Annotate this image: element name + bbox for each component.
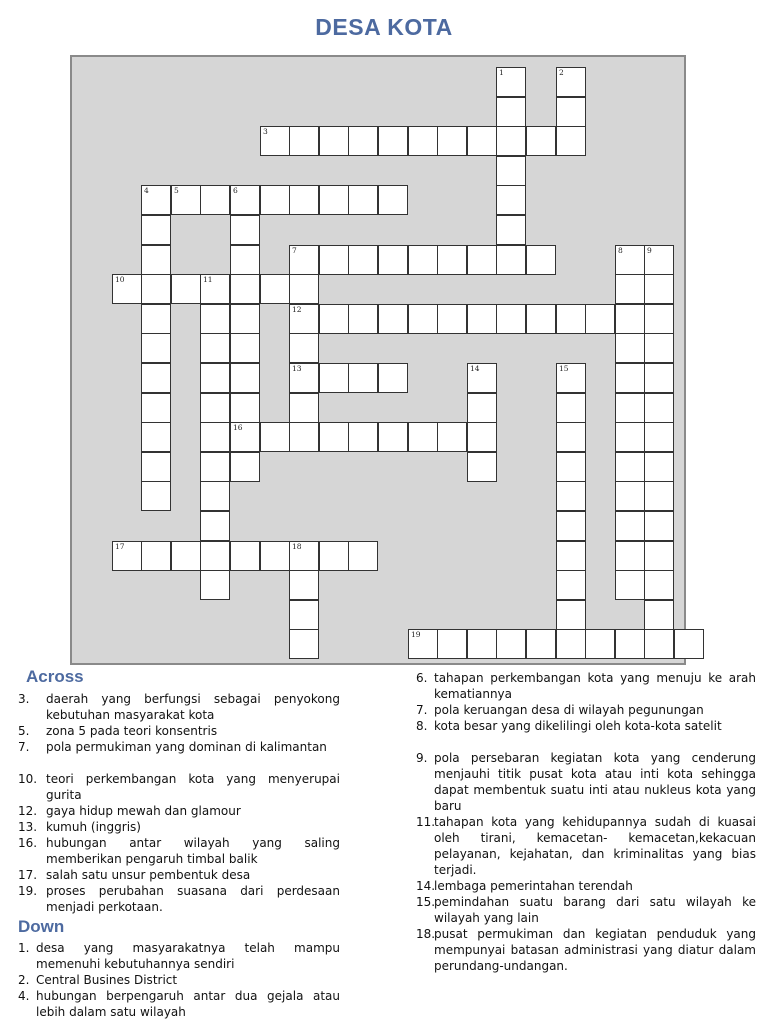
- grid-cell[interactable]: [289, 274, 319, 304]
- grid-cell[interactable]: [112, 541, 142, 571]
- clue-item-number: 1.: [18, 941, 30, 955]
- grid-cell[interactable]: [467, 422, 497, 452]
- clue-item: [18, 723, 340, 739]
- grid-cell[interactable]: [260, 126, 290, 156]
- grid-cell[interactable]: [200, 363, 230, 393]
- grid-cell[interactable]: [200, 452, 230, 482]
- grid-cell[interactable]: [556, 393, 586, 423]
- grid-cell[interactable]: [644, 629, 674, 659]
- grid-cell[interactable]: [467, 393, 497, 423]
- grid-cell[interactable]: [230, 185, 260, 215]
- grid-cell[interactable]: [230, 215, 260, 245]
- clue-item-text: tahapan perkembangan kota yang menuju ke arah kematiannya: [434, 671, 756, 701]
- clue-item-number: 7.: [416, 703, 428, 717]
- clue-item-number: 2.: [18, 973, 30, 987]
- grid-cell[interactable]: [260, 274, 290, 304]
- grid-cell[interactable]: [260, 541, 290, 571]
- grid-cell[interactable]: [615, 629, 645, 659]
- grid-cell[interactable]: [644, 393, 674, 423]
- grid-cell[interactable]: [437, 422, 467, 452]
- clue-item-number: 14.: [416, 879, 436, 893]
- grid-cell[interactable]: [230, 333, 260, 363]
- grid-cell[interactable]: [644, 541, 674, 571]
- grid-cell[interactable]: [141, 481, 171, 511]
- grid-cell[interactable]: [644, 452, 674, 482]
- clue-item-number: 15.: [416, 895, 436, 909]
- grid-cell[interactable]: [289, 422, 319, 452]
- grid-cell[interactable]: [467, 245, 497, 275]
- clue-item: [18, 835, 340, 867]
- grid-cell[interactable]: [496, 156, 526, 186]
- grid-cell[interactable]: [289, 304, 319, 334]
- grid-cell[interactable]: [556, 629, 586, 659]
- clue-item-text: tahapan kota yang kehidupannya sudah di kuasai oleh tirani, kemacetan- kemacetan,kekacuan pelayanan, kejahatan, dan kriminalitas yang bias terjadi.: [434, 815, 756, 877]
- grid-cell[interactable]: [644, 570, 674, 600]
- grid-cell[interactable]: [141, 422, 171, 452]
- grid-cell[interactable]: [615, 274, 645, 304]
- grid-cell[interactable]: [378, 422, 408, 452]
- clue-item-text: daerah yang berfungsi sebagai penyokong kebutuhan masyarakat kota: [46, 692, 340, 722]
- grid-cell[interactable]: [556, 541, 586, 571]
- grid-cell[interactable]: [644, 600, 674, 630]
- clue-item: [416, 750, 756, 814]
- clue-item: [18, 819, 340, 835]
- grid-cell[interactable]: [674, 629, 704, 659]
- grid-cell[interactable]: [408, 126, 438, 156]
- grid-cell[interactable]: [200, 541, 230, 571]
- grid-cell[interactable]: [526, 304, 556, 334]
- clue-item: [18, 940, 340, 972]
- grid-cell[interactable]: [556, 422, 586, 452]
- down-heading: Down: [18, 917, 65, 936]
- grid-cell[interactable]: [496, 126, 526, 156]
- clue-item-text: gaya hidup mewah dan glamour: [46, 804, 241, 818]
- clue-item: [18, 691, 340, 723]
- grid-cell[interactable]: [644, 422, 674, 452]
- clue-number: 3: [263, 127, 268, 136]
- grid-cell[interactable]: [467, 629, 497, 659]
- grid-cell[interactable]: [496, 67, 526, 97]
- clue-item-text: pola persebaran kegiatan kota yang cenderung menjauhi titik pusat kota atau inti kota sehingga dapat membentuk suatu inti atau nukleus kota yang baru: [434, 751, 756, 813]
- clue-number: 15: [559, 364, 569, 373]
- clue-number: 14: [470, 364, 480, 373]
- clue-item: [416, 670, 756, 702]
- clue-number: 19: [411, 630, 421, 639]
- grid-cell[interactable]: [526, 126, 556, 156]
- clue-number: 4: [144, 186, 149, 195]
- clue-number: 16: [233, 423, 243, 432]
- clue-item-text: pola keruangan desa di wilayah pegunungan: [434, 703, 704, 717]
- clue-item-number: 19.: [18, 884, 38, 898]
- grid-cell[interactable]: [260, 185, 290, 215]
- grid-cell[interactable]: [556, 363, 586, 393]
- grid-cell[interactable]: [644, 511, 674, 541]
- grid-cell[interactable]: [141, 245, 171, 275]
- clue-number: 2: [559, 68, 564, 77]
- clue-item-text: salah satu unsur pembentuk desa: [46, 868, 251, 882]
- grid-cell[interactable]: [200, 185, 230, 215]
- clue-item-text: kota besar yang dikelilingi oleh kota-kota satelit: [434, 719, 722, 733]
- grid-cell[interactable]: [378, 363, 408, 393]
- clue-item-text: teori perkembangan kota yang menyerupai gurita: [46, 772, 340, 802]
- clue-item-text: Central Busines District: [36, 973, 178, 987]
- grid-cell[interactable]: [319, 541, 349, 571]
- grid-cell[interactable]: [348, 304, 378, 334]
- grid-cell[interactable]: [496, 215, 526, 245]
- grid-cell[interactable]: [556, 511, 586, 541]
- grid-cell[interactable]: [378, 185, 408, 215]
- clue-item-text: zona 5 pada teori konsentris: [46, 724, 218, 738]
- clue-number: 9: [647, 246, 652, 255]
- grid-cell[interactable]: [230, 541, 260, 571]
- clue-item: [416, 878, 756, 894]
- clue-item: [416, 894, 756, 926]
- grid-cell[interactable]: [615, 511, 645, 541]
- grid-cell[interactable]: [319, 304, 349, 334]
- clue-item-number: 11.: [416, 815, 436, 829]
- grid-cell[interactable]: [141, 304, 171, 334]
- clue-item-number: 16.: [18, 836, 38, 850]
- grid-cell[interactable]: [141, 185, 171, 215]
- clue-item: [416, 702, 756, 718]
- grid-cell[interactable]: [437, 126, 467, 156]
- grid-cell[interactable]: [200, 511, 230, 541]
- grid-cell[interactable]: [408, 304, 438, 334]
- grid-cell[interactable]: [556, 570, 586, 600]
- grid-cell[interactable]: [348, 185, 378, 215]
- grid-cell[interactable]: [319, 363, 349, 393]
- grid-cell[interactable]: [230, 422, 260, 452]
- grid-cell[interactable]: [644, 304, 674, 334]
- grid-cell[interactable]: [289, 333, 319, 363]
- grid-cell[interactable]: [496, 245, 526, 275]
- clue-item-text: proses perubahan suasana dari perdesaan menjadi perkotaan.: [46, 884, 340, 914]
- grid-cell[interactable]: [467, 452, 497, 482]
- grid-cell[interactable]: [289, 185, 319, 215]
- grid-cell[interactable]: [467, 126, 497, 156]
- grid-cell[interactable]: [496, 304, 526, 334]
- grid-cell[interactable]: [644, 333, 674, 363]
- grid-cell[interactable]: [615, 481, 645, 511]
- grid-cell[interactable]: [348, 363, 378, 393]
- grid-cell[interactable]: [615, 363, 645, 393]
- clue-item-text: desa yang masyarakatnya telah mampu memenuhi kebutuhannya sendiri: [36, 941, 340, 971]
- clue-item-text: pola permukiman yang dominan di kalimantan: [46, 740, 327, 754]
- clue-item: [18, 988, 340, 1020]
- grid-cell[interactable]: [171, 541, 201, 571]
- clue-item-text: pusat permukiman dan kegiatan penduduk yang mempunyai batasan administrasi yang diatur dalam perundang-undangan.: [434, 927, 756, 973]
- grid-cell[interactable]: [526, 245, 556, 275]
- grid-cell[interactable]: [348, 126, 378, 156]
- clue-number: 7: [292, 246, 297, 255]
- clue-number: 18: [292, 542, 302, 551]
- clue-item: [416, 926, 756, 974]
- grid-cell[interactable]: [556, 67, 586, 97]
- grid-cell[interactable]: [378, 126, 408, 156]
- grid-cell[interactable]: [112, 274, 142, 304]
- grid-cell[interactable]: [437, 304, 467, 334]
- grid-cell[interactable]: [585, 629, 615, 659]
- clue-number: 17: [115, 542, 125, 551]
- grid-cell[interactable]: [348, 541, 378, 571]
- grid-cell[interactable]: [644, 245, 674, 275]
- grid-cell[interactable]: [615, 570, 645, 600]
- grid-cell[interactable]: [319, 185, 349, 215]
- clue-number: 1: [499, 68, 504, 77]
- grid-cell[interactable]: [408, 629, 438, 659]
- grid-cell[interactable]: [556, 126, 586, 156]
- grid-cell[interactable]: [289, 245, 319, 275]
- grid-cell[interactable]: [408, 245, 438, 275]
- grid-cell[interactable]: [200, 333, 230, 363]
- clue-item-number: 10.: [18, 772, 38, 786]
- grid-cell[interactable]: [615, 422, 645, 452]
- clue-item-number: 5.: [18, 724, 30, 738]
- across-heading: Across: [26, 667, 84, 686]
- clue-item-text: pemindahan suatu barang dari satu wilayah ke wilayah yang lain: [434, 895, 756, 925]
- grid-cell[interactable]: [378, 245, 408, 275]
- grid-cell[interactable]: [585, 304, 615, 334]
- grid-cell[interactable]: [615, 304, 645, 334]
- grid-cell[interactable]: [348, 422, 378, 452]
- clue-item: [18, 972, 340, 988]
- clue-number: 6: [233, 186, 238, 195]
- grid-cell[interactable]: [230, 304, 260, 334]
- grid-cell[interactable]: [289, 629, 319, 659]
- grid-cell[interactable]: [615, 333, 645, 363]
- clue-item-number: 8.: [416, 719, 428, 733]
- clue-item-number: 9.: [416, 751, 428, 765]
- grid-cell[interactable]: [644, 481, 674, 511]
- grid-cell[interactable]: [348, 245, 378, 275]
- clue-number: 5: [174, 186, 179, 195]
- grid-cell[interactable]: [289, 570, 319, 600]
- clue-number: 8: [618, 246, 623, 255]
- grid-cell[interactable]: [319, 422, 349, 452]
- clue-number: 10: [115, 275, 125, 284]
- clue-item: [416, 718, 756, 734]
- grid-cell[interactable]: [171, 274, 201, 304]
- clue-number: 11: [203, 275, 213, 284]
- grid-cell[interactable]: [556, 481, 586, 511]
- clue-item: [18, 739, 340, 755]
- grid-cell[interactable]: [230, 393, 260, 423]
- grid-cell[interactable]: [200, 422, 230, 452]
- clue-item-number: 6.: [416, 671, 428, 685]
- clue-item-number: 4.: [18, 989, 30, 1003]
- grid-cell[interactable]: [260, 422, 290, 452]
- grid-cell[interactable]: [496, 97, 526, 127]
- clue-item-text: kumuh (inggris): [46, 820, 141, 834]
- grid-cell[interactable]: [496, 629, 526, 659]
- grid-cell[interactable]: [437, 629, 467, 659]
- grid-cell[interactable]: [141, 215, 171, 245]
- page-title: DESA KOTA: [315, 14, 453, 40]
- clue-item: [18, 883, 340, 915]
- grid-cell[interactable]: [141, 333, 171, 363]
- grid-cell[interactable]: [230, 363, 260, 393]
- clue-item: [18, 771, 340, 803]
- clue-item-number: 12.: [18, 804, 38, 818]
- grid-cell[interactable]: [556, 600, 586, 630]
- grid-cell[interactable]: [615, 452, 645, 482]
- grid-cell[interactable]: [644, 274, 674, 304]
- grid-cell[interactable]: [556, 452, 586, 482]
- clue-number: 13: [292, 364, 302, 373]
- clue-item-text: hubungan berpengaruh antar dua gejala atau lebih dalam satu wilayah: [36, 989, 340, 1019]
- grid-cell[interactable]: [200, 570, 230, 600]
- grid-cell[interactable]: [289, 126, 319, 156]
- grid-cell[interactable]: [556, 304, 586, 334]
- grid-cell[interactable]: [467, 304, 497, 334]
- clue-item-text: lembaga pemerintahan terendah: [434, 879, 633, 893]
- grid-cell[interactable]: [200, 393, 230, 423]
- grid-cell[interactable]: [230, 245, 260, 275]
- grid-cell[interactable]: [437, 245, 467, 275]
- grid-cell[interactable]: [200, 274, 230, 304]
- clue-item-text: hubungan antar wilayah yang saling memberikan pengaruh timbal balik: [46, 836, 340, 866]
- clue-item-number: 13.: [18, 820, 38, 834]
- grid-cell[interactable]: [644, 363, 674, 393]
- grid-cell[interactable]: [141, 274, 171, 304]
- grid-cell[interactable]: [200, 481, 230, 511]
- clue-item-number: 18.: [416, 927, 436, 941]
- grid-cell[interactable]: [141, 393, 171, 423]
- grid-cell[interactable]: [408, 422, 438, 452]
- grid-cell[interactable]: [526, 629, 556, 659]
- grid-cell[interactable]: [319, 126, 349, 156]
- grid-cell[interactable]: [496, 185, 526, 215]
- clue-item-number: 17.: [18, 868, 38, 882]
- grid-cell[interactable]: [615, 245, 645, 275]
- grid-cell[interactable]: [230, 274, 260, 304]
- crossword-grid: [70, 55, 686, 665]
- grid-cell[interactable]: [141, 452, 171, 482]
- grid-cell[interactable]: [378, 304, 408, 334]
- clue-item: [416, 814, 756, 878]
- clue-item-number: 3.: [18, 692, 30, 706]
- grid-cell[interactable]: [141, 363, 171, 393]
- grid-cell[interactable]: [289, 363, 319, 393]
- grid-cell[interactable]: [289, 393, 319, 423]
- grid-cell[interactable]: [141, 541, 171, 571]
- grid-cell[interactable]: [200, 304, 230, 334]
- grid-cell[interactable]: [615, 393, 645, 423]
- grid-cell[interactable]: [289, 541, 319, 571]
- grid-cell[interactable]: [615, 541, 645, 571]
- clue-number: 12: [292, 305, 302, 314]
- grid-cell[interactable]: [289, 600, 319, 630]
- grid-cell[interactable]: [467, 363, 497, 393]
- clue-item: [18, 867, 340, 883]
- grid-cell[interactable]: [319, 245, 349, 275]
- grid-cell[interactable]: [556, 97, 586, 127]
- clue-item: [18, 803, 340, 819]
- grid-cell[interactable]: [171, 185, 201, 215]
- grid-cell[interactable]: [230, 452, 260, 482]
- clue-item-number: 7.: [18, 740, 30, 754]
